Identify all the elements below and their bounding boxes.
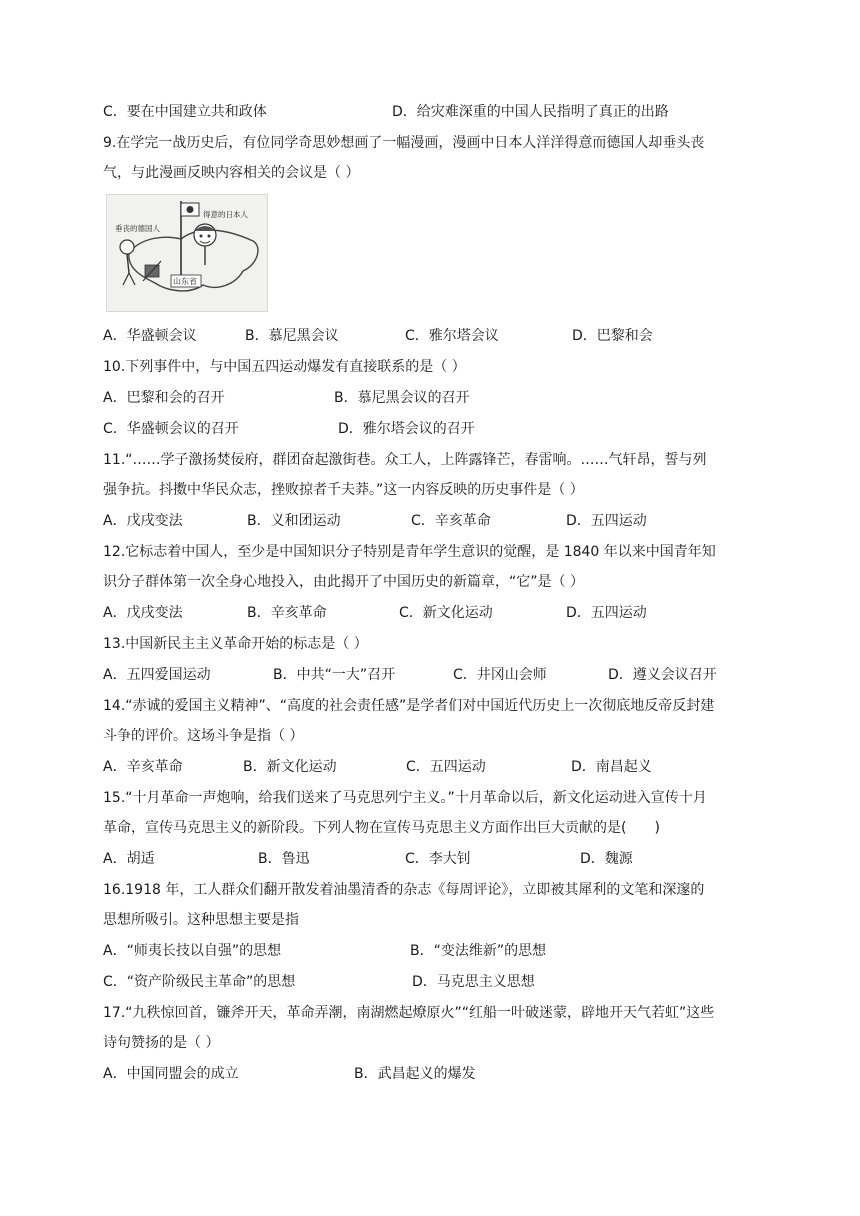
q14-option-d: D．南昌起义 — [571, 759, 652, 775]
cartoon-label-japanese: 得意的日本人 — [203, 210, 248, 219]
q15-option-c: C．李大钊 — [405, 851, 471, 867]
question-14-text: 14.“赤诚的爱国主义精神”、“高度的社会责任感”是学者们对中国近代历史上一次彻底地反帝反封建 — [103, 698, 715, 714]
q16-option-b: B．“变法维新”的思想 — [410, 943, 547, 959]
q9-option-b: B．慕尼黑会议 — [245, 328, 339, 344]
q11-option-d: D．五四运动 — [566, 513, 647, 529]
question-12-text: 12.它标志着中国人，至少是中国知识分子特别是青年学生意识的觉醒，是 1840 年以来中国青年知 — [103, 544, 716, 560]
q14-option-a: A．辛亥革命 — [103, 759, 183, 775]
cartoon-label-german: 垂丧的德国人 — [115, 224, 160, 233]
q10-option-c: C．华盛顿会议的召开 — [103, 421, 239, 437]
q9-option-d: D．巴黎和会 — [572, 328, 653, 344]
q13-option-c: C．井冈山会师 — [453, 667, 547, 683]
q16-option-d: D．马克思主义思想 — [412, 974, 535, 990]
q14-option-c: C．五四运动 — [406, 759, 486, 775]
question-11-text: 11.“……学子激扬焚佞府，群团奋起激街巷。众工人，上阵露锋芒，春雷响。……气轩昂，誓与列 — [103, 452, 707, 468]
q12-option-d: D．五四运动 — [566, 605, 647, 621]
cartoon-label-province: 山东省 — [173, 277, 197, 286]
q9-option-a: A．华盛顿会议 — [103, 328, 197, 344]
question-16-text: 16.1918 年，工人群众们翻开散发着油墨清香的杂志《每周评论》，立即被其犀利的文笔和深邃的 — [103, 882, 705, 898]
option-d: D．给灾难深重的中国人民指明了真正的出路 — [392, 104, 669, 120]
q13-option-b: B．中共“一大”召开 — [273, 667, 396, 683]
q12-option-c: C．新文化运动 — [399, 605, 493, 621]
q13-option-d: D．遵义会议召开 — [608, 667, 717, 683]
q15-option-a: A．胡适 — [103, 851, 155, 867]
q11-option-b: B．义和团运动 — [247, 513, 341, 529]
q11-option-a: A．戊戌变法 — [103, 513, 183, 529]
q9-option-c: C．雅尔塔会议 — [405, 328, 499, 344]
q14-option-b: B．新文化运动 — [243, 759, 337, 775]
q12-option-a: A．戊戌变法 — [103, 605, 183, 621]
q16-option-c: C．“资产阶级民主革命”的思想 — [103, 974, 296, 990]
question-9-text: 9.在学完一战历史后，有位同学奇思妙想画了一幅漫画，漫画中日本人洋洋得意而德国人却垂头丧 — [103, 135, 705, 151]
question-12-text-cont: 识分子群体第一次全身心地投入，由此揭开了中国历史的新篇章，“它”是（ ） — [103, 574, 584, 590]
q12-option-b: B．辛亥革命 — [247, 605, 327, 621]
question-15-text: 15.“十月革命一声炮响，给我们送来了马克思列宁主义。”十月革命以后，新文化运动进入宣传十月 — [103, 790, 707, 806]
q15-option-b: B．鲁迅 — [258, 851, 310, 867]
cartoon-image — [106, 194, 268, 312]
q10-option-d: D．雅尔塔会议的召开 — [338, 421, 475, 437]
q15-option-d: D．魏源 — [580, 851, 633, 867]
q17-option-b: B．武昌起义的爆发 — [354, 1066, 476, 1082]
question-17-text-cont: 诗句赞扬的是（ ） — [103, 1035, 220, 1051]
q13-option-a: A．五四爱国运动 — [103, 667, 211, 683]
q10-option-b: B．慕尼黑会议的召开 — [334, 390, 470, 406]
question-10-text: 10.下列事件中，与中国五四运动爆发有直接联系的是（ ） — [103, 359, 466, 375]
question-9-text-cont: 气，与此漫画反映内容相关的会议是（ ） — [103, 165, 360, 181]
question-15-text-cont: 革命，宣传马克思主义的新阶段。下列人物在宣传马克思主义方面作出巨大贡献的是( ) — [103, 820, 660, 836]
question-13-text: 13.中国新民主主义革命开始的标志是（ ） — [103, 636, 368, 652]
q10-option-a: A．巴黎和会的召开 — [103, 390, 225, 406]
option-c: C．要在中国建立共和政体 — [103, 104, 267, 120]
question-11-text-cont: 强争抗。抖擞中华民众志，挫败掠者千夫莽。”这一内容反映的历史事件是（ ） — [103, 482, 584, 498]
question-14-text-cont: 斗争的评价。这场斗争是指（ ） — [103, 728, 304, 744]
q11-option-c: C．辛亥革命 — [411, 513, 491, 529]
question-16-text-cont: 思想所吸引。这种思想主要是指 — [103, 912, 299, 928]
question-17-text: 17.“九秩惊回首，镰斧开天，革命弄潮，南湖燃起燎原火”“红船一叶破迷蒙，辟地开天气若虹”这些 — [103, 1005, 715, 1021]
q17-option-a: A．中国同盟会的成立 — [103, 1066, 239, 1082]
q16-option-a: A．“师夷长技以自强”的思想 — [103, 943, 282, 959]
